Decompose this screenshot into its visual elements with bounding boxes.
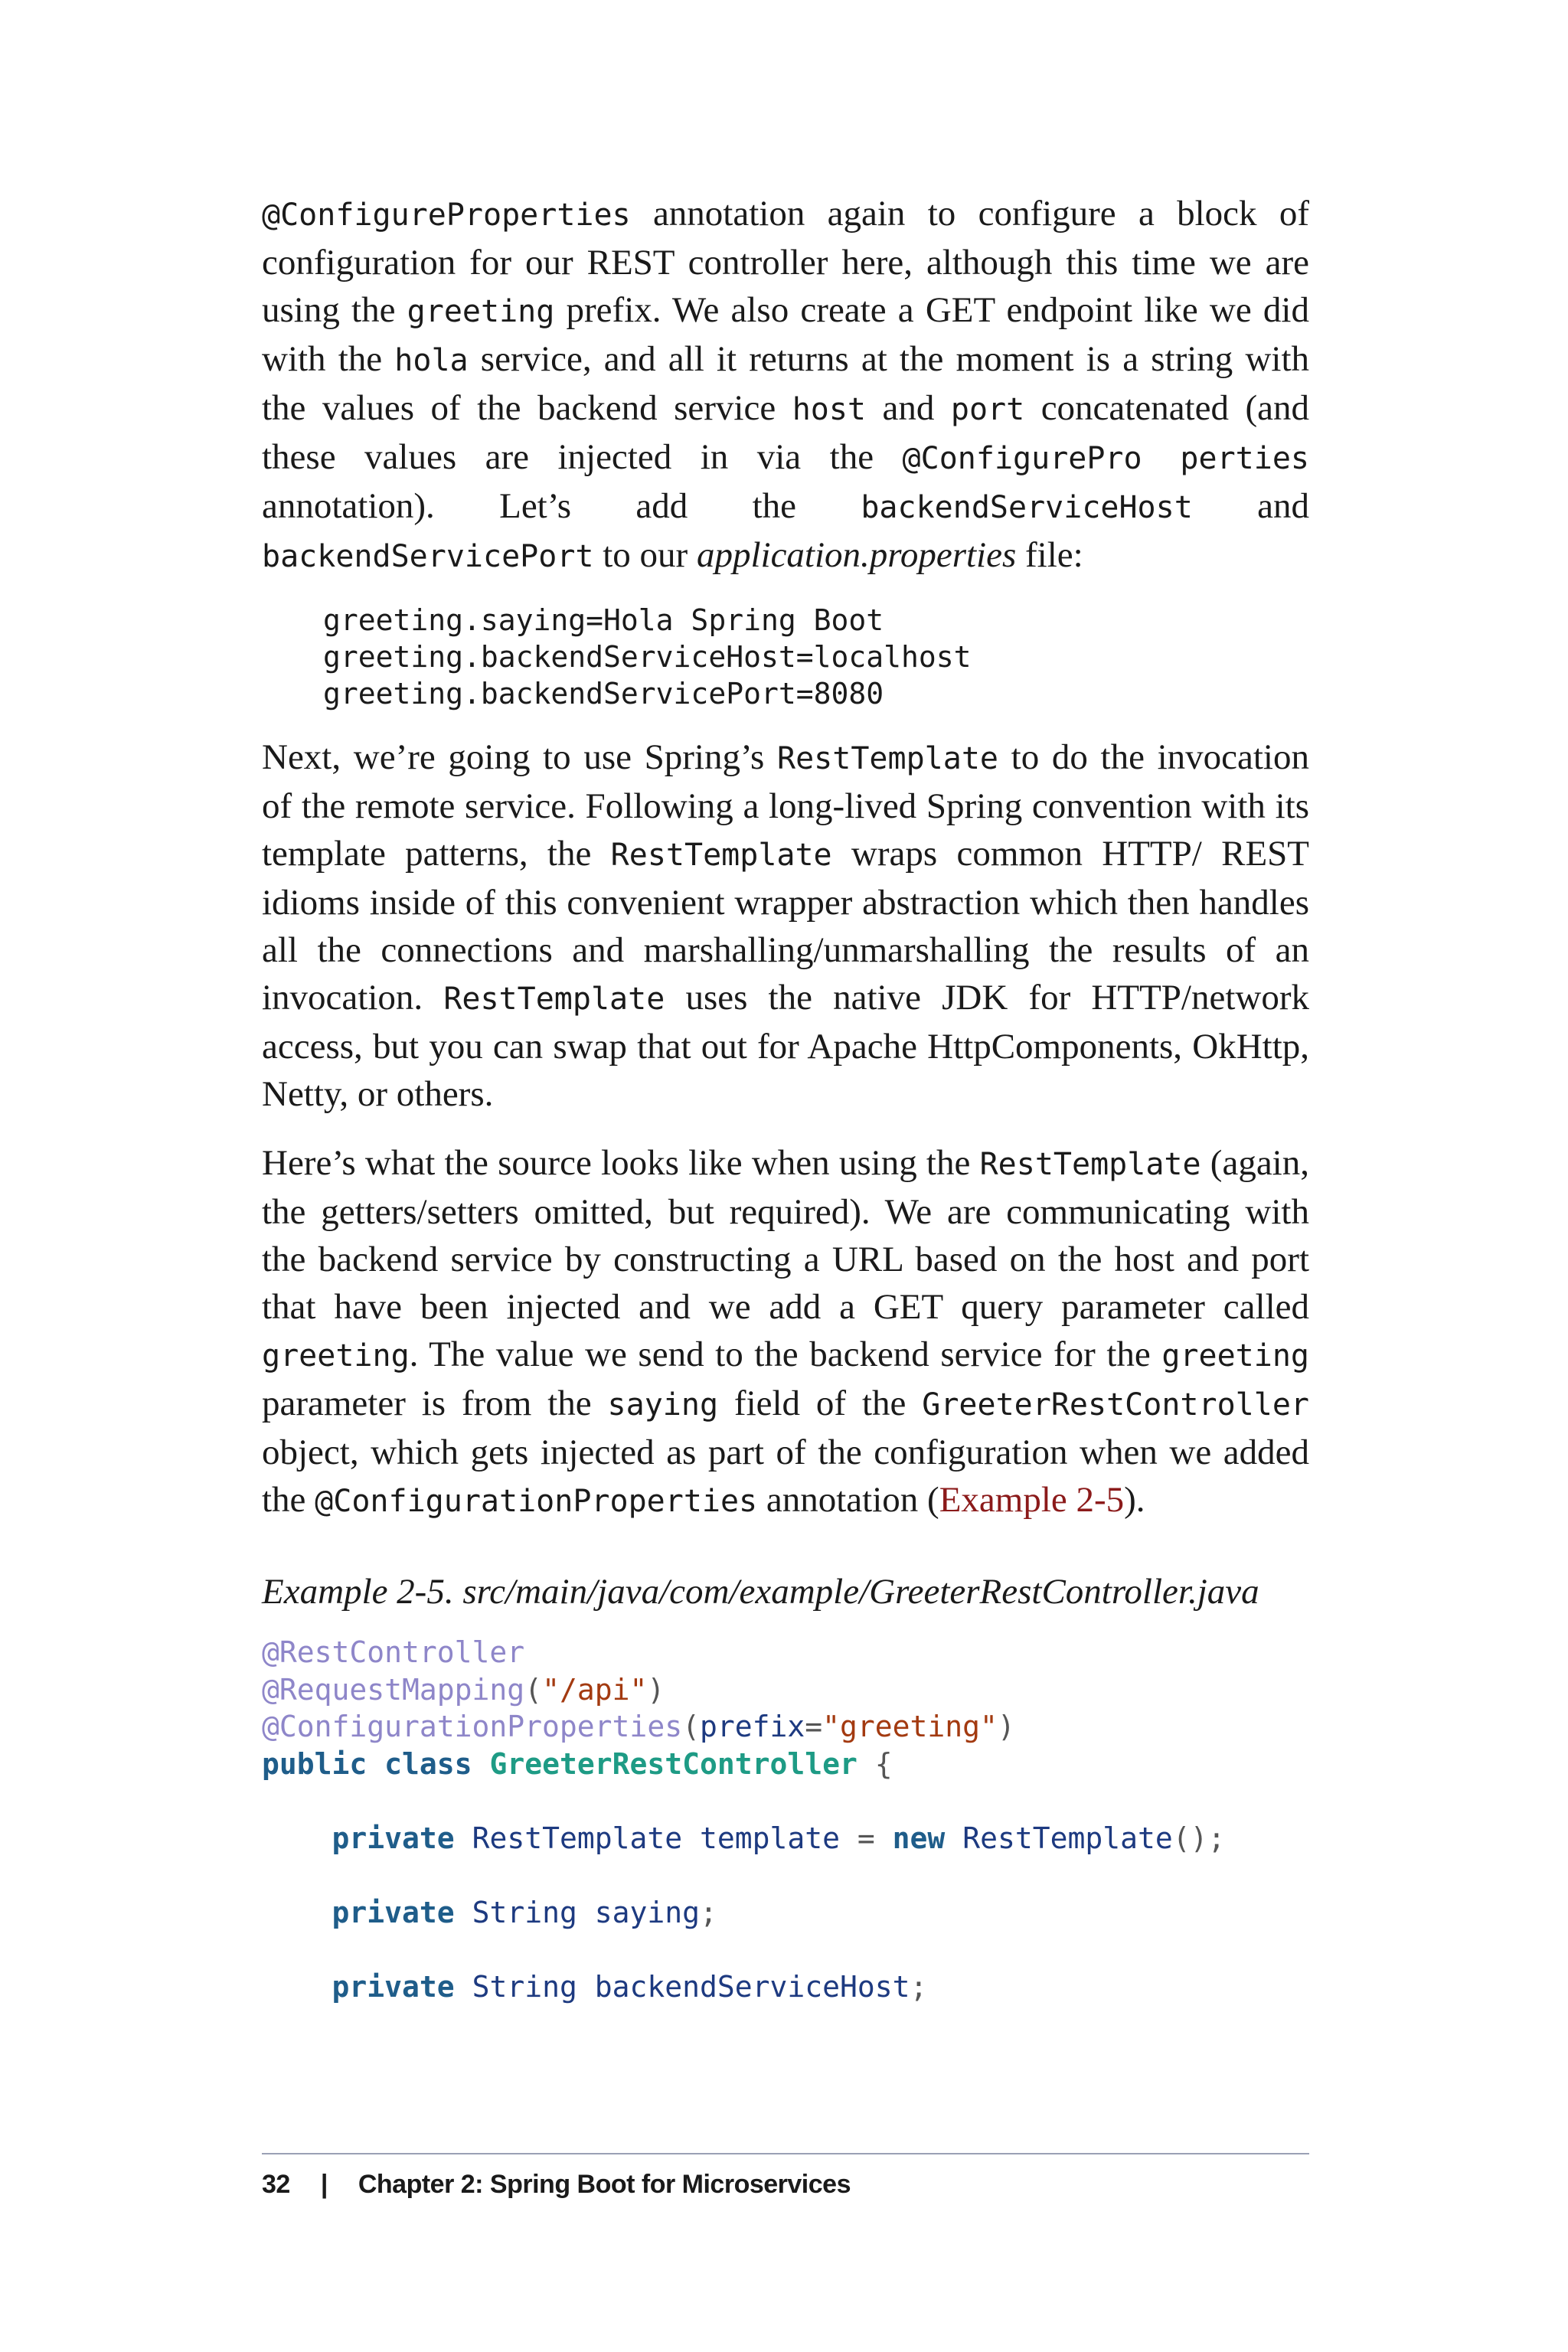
code-term: hola (394, 343, 469, 378)
text-run: annotation again to configure a block of configuration for our REST controller here, although this time we are using the (262, 194, 1309, 330)
code-term: @ConfigureProperties (262, 198, 631, 233)
code-token: = (805, 1710, 823, 1743)
code-term: @ConfigurationProperties (315, 1484, 758, 1519)
code-token: ; (910, 1969, 928, 2004)
text-run: wraps common HTTP/ REST idioms inside of this convenient wrapper abstraction which then handles all the connections and marshalling/unmarshalling the results of an invocation. (262, 834, 1310, 1018)
code-token: ( (524, 1672, 543, 1707)
page-body (262, 190, 1309, 2005)
code-token: private (332, 1821, 455, 1855)
code-token: private (332, 1969, 455, 2004)
code-term: RestTemplate (610, 838, 832, 873)
code-token: String backendServiceHost (472, 1969, 910, 2004)
text-run: (again, the getters/setters omitted, but required). We are communicating with the backend service by constructing a URL based on the host and port that have been injected and we add a GET query parameter called (262, 1143, 1309, 1327)
code-term: host (792, 392, 867, 427)
code-token: ) (647, 1672, 665, 1707)
text-run: annotation). Let’s add the (262, 486, 861, 526)
code-token: { (874, 1746, 893, 1781)
filename-term: application.properties (696, 535, 1017, 575)
code-term: backendServiceHost (861, 490, 1193, 525)
text-run: uses the native JDK for HTTP/network access, but you can swap that out for Apache HttpComponents, OkHttp, Netty, or others. (262, 978, 1309, 1114)
code-term: port (950, 392, 1025, 427)
code-term: RestTemplate (443, 982, 665, 1017)
code-term: @ConfigurePro perties (902, 441, 1309, 476)
code-term: RestTemplate (777, 741, 998, 776)
paragraph-2 (262, 733, 1309, 1118)
code-term: GreeterRestController (922, 1387, 1309, 1423)
text-run: to our (593, 535, 697, 575)
code-token: public class (262, 1746, 472, 1781)
code-term: greeting (262, 1338, 410, 1374)
text-run: field of the (718, 1383, 923, 1423)
code-token: RestTemplate (962, 1821, 1173, 1855)
code-token: (); (1172, 1821, 1226, 1855)
text-run: Here’s what the source looks like when using the (262, 1143, 980, 1183)
code-term: greeting (1161, 1338, 1309, 1374)
page-footer (262, 2153, 1309, 2200)
chapter-title: Chapter 2: Spring Boot for Microservices (358, 2170, 851, 2199)
code-token: GreeterRestController (489, 1746, 858, 1781)
code-token: prefix (699, 1710, 805, 1743)
code-token: String saying (472, 1895, 700, 1929)
text-run: to do the invocation of the remote service. Following a long-lived Spring convention with its template patterns, the (262, 737, 1309, 874)
code-token: ; (699, 1895, 717, 1929)
paragraph-1 (262, 190, 1309, 580)
code-token: RestTemplate template (472, 1821, 840, 1855)
text-run: object, which gets injected as part of the configuration when we added the (262, 1432, 1309, 1520)
text-run: prefix. We also create a GET endpoint like we did with the (262, 290, 1309, 379)
text-run: file: (1016, 535, 1083, 575)
footer-separator: | (320, 2170, 328, 2199)
code-token: ( (682, 1710, 700, 1743)
code-token: "/api" (542, 1672, 648, 1707)
page-number: 32 (262, 2170, 290, 2199)
code-token: @RequestMapping (262, 1672, 525, 1707)
code-token: private (332, 1895, 455, 1929)
text-run: Next, we’re going to use Spring’s (262, 737, 777, 777)
properties-code-block: greeting.saying=Hola Spring Boot greeting.backendServiceHost=localhost greeting.backendServicePort=8080 (323, 603, 972, 710)
paragraph-3 (262, 1139, 1309, 1525)
code-term: greeting (407, 294, 555, 329)
text-run: concatenated (and these values are injected in via the (262, 388, 1309, 477)
java-code-block (262, 1634, 1309, 2005)
text-run: and (1192, 486, 1309, 526)
code-token: ) (997, 1710, 1015, 1743)
code-token: = (857, 1821, 875, 1855)
code-token: @ConfigurationProperties (262, 1710, 683, 1743)
code-term: RestTemplate (979, 1147, 1201, 1182)
text-run: and (866, 388, 951, 428)
text-run: service, and all it returns at the moment is a string with the values of the backend service (262, 339, 1309, 428)
code-token: new (892, 1821, 946, 1855)
text-run: annotation ( (757, 1480, 939, 1520)
code-term: saying (607, 1387, 719, 1423)
code-term: backendServicePort (262, 539, 594, 574)
code-token: @RestController (262, 1635, 525, 1669)
text-run: parameter is from the (262, 1383, 608, 1423)
text-run: ). (1124, 1480, 1145, 1520)
example-caption: Example 2-5. src/main/java/com/example/GreeterRestController.java (262, 1572, 1259, 1612)
text-run: . The value we send to the backend service for the (409, 1334, 1162, 1374)
example-2-5-link[interactable]: Example 2-5 (939, 1480, 1125, 1520)
code-token: "greeting" (822, 1710, 998, 1743)
